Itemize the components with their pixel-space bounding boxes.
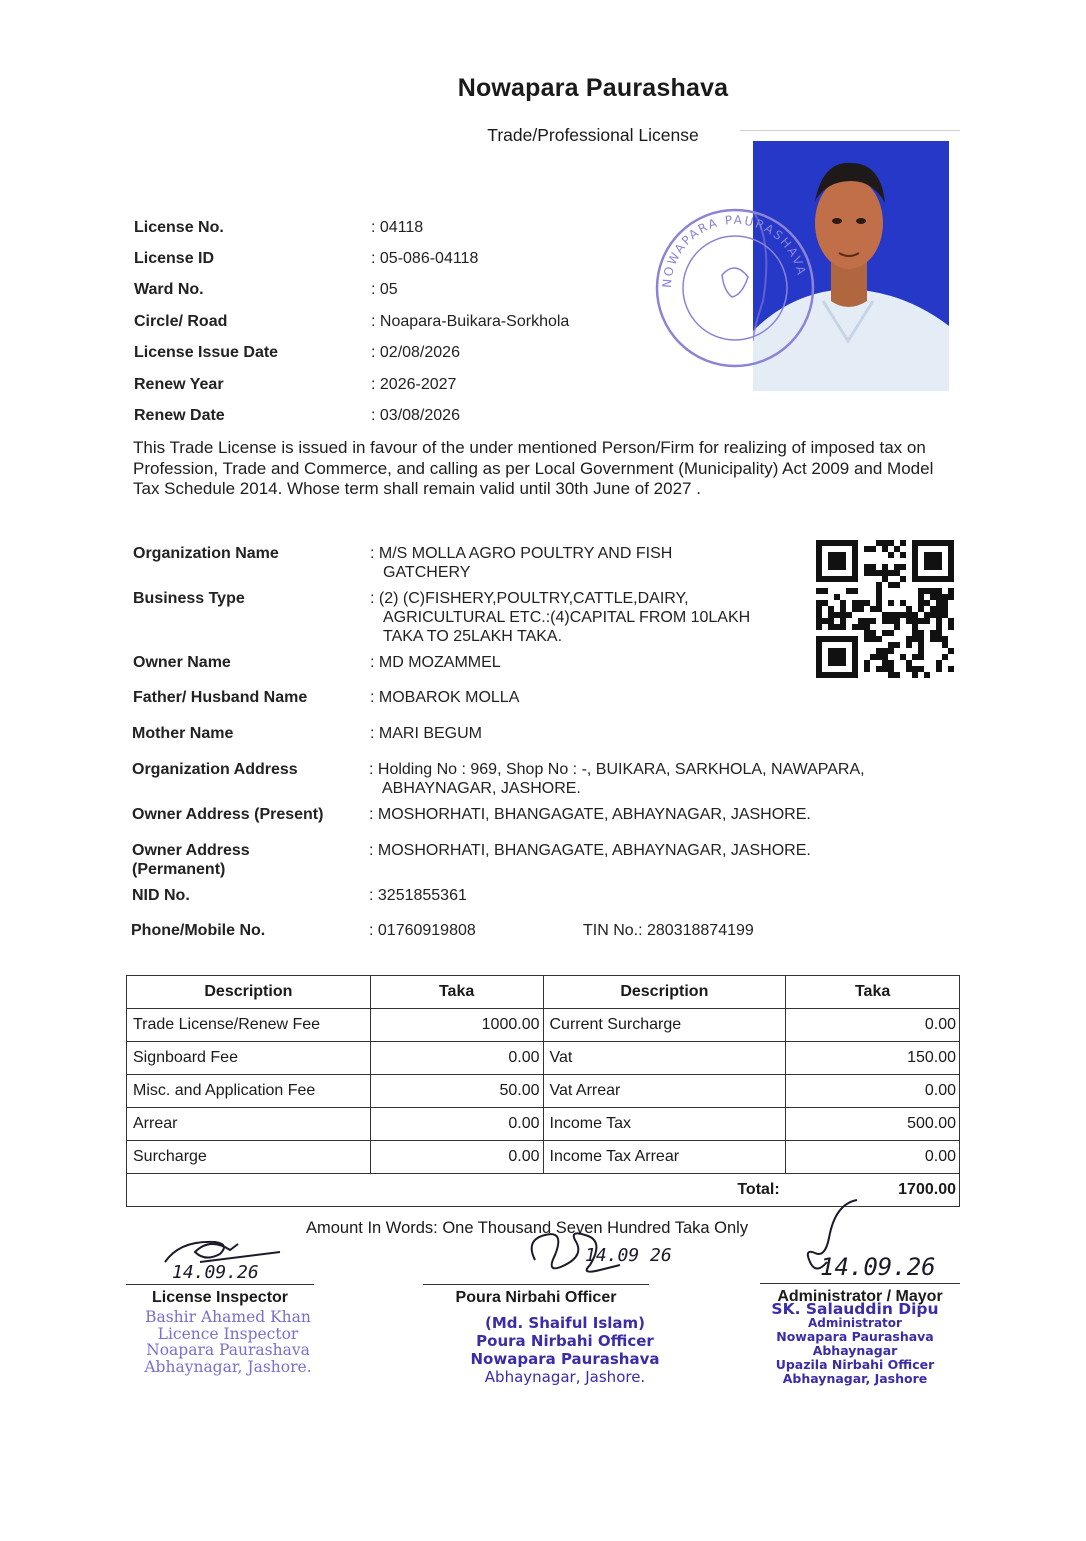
- mayor-stamp: [745, 1302, 965, 1386]
- org-address-label: Organization Address: [132, 761, 298, 778]
- license-id-value: : 05-086-04118: [371, 250, 479, 267]
- circle-road-value: : Noapara-Buikara-Sorkhola: [371, 313, 570, 330]
- renew-year-value: : 2026-2027: [371, 376, 457, 393]
- officer-signature-line: [423, 1284, 649, 1285]
- org-name-label: Organization Name: [133, 545, 279, 562]
- ward-no-value: : 05: [371, 281, 398, 298]
- fee-amount: 0.00: [370, 1108, 543, 1141]
- business-type-value: : (2) (C)FISHERY,POULTRY,CATTLE,DAIRY,: [370, 590, 689, 607]
- fee-description: Misc. and Application Fee: [127, 1075, 371, 1108]
- license-no-label: License No.: [134, 219, 224, 236]
- license-statement: This Trade License is issued in favour of the under mentioned Person/Firm for realizing of imposed tax on Profession, Trade and Commerce, and calling as per Local Government (Municipality) Act 2009 and Model Tax Schedule 2014. Whose term shall remain valid until 30th June of 2027 .: [133, 438, 934, 498]
- license-title: Nowapara Paurashava: [457, 74, 729, 102]
- fee-amount: 0.00: [786, 1075, 960, 1108]
- fee-amount: 0.00: [370, 1042, 543, 1075]
- fee-amount: 0.00: [786, 1009, 960, 1042]
- fee-amount: 0.00: [786, 1141, 960, 1174]
- stamp-line: Abhaynagar, Jashore.: [144, 1357, 312, 1376]
- renew-date-label: Renew Date: [134, 407, 225, 424]
- business-type-value-line3: TAKA TO 25LAKH TAKA.: [383, 628, 563, 645]
- fee-table: [126, 975, 960, 1207]
- total-label: Total:: [127, 1174, 786, 1207]
- column-header: Description: [543, 976, 786, 1009]
- issue-date-label: License Issue Date: [134, 344, 279, 361]
- owner-present-label: Owner Address (Present): [132, 806, 324, 823]
- nid-value: : 3251855361: [369, 887, 467, 904]
- business-type-label: Business Type: [133, 590, 245, 607]
- table-row: [127, 1108, 960, 1141]
- business-type-value-line2: AGRICULTURAL ETC.:(4)CAPITAL FROM 10LAKH: [383, 609, 751, 626]
- seal-text: NOWAPARA PAURASHAVA: [659, 212, 809, 289]
- issue-date-value: : 02/08/2026: [371, 344, 460, 361]
- stamp-line: Abhaynagar: [812, 1343, 898, 1358]
- stamp-line: Nowapara Paurashava: [470, 1350, 660, 1368]
- owner-present-value: : MOSHORHATI, BHANGAGATE, ABHAYNAGAR, JASHORE.: [369, 806, 811, 823]
- stamp-line: Bashir Ahamed Khan: [145, 1308, 311, 1326]
- stamp-line: Nowapara Paurashava: [776, 1329, 934, 1344]
- stamp-line: Noapara Paurashava: [146, 1341, 310, 1359]
- fee-description: Surcharge: [127, 1141, 371, 1174]
- total-value: 1700.00: [786, 1174, 960, 1207]
- circle-road-label: Circle/ Road: [134, 313, 228, 330]
- stamp-line: Abhaynagar, Jashore.: [484, 1368, 646, 1386]
- column-header: Taka: [786, 976, 960, 1009]
- officer-title: Poura Nirbahi Officer: [455, 1289, 617, 1306]
- mother-name-label: Mother Name: [132, 725, 234, 742]
- table-row: [127, 1075, 960, 1108]
- fee-description: Current Surcharge: [543, 1009, 786, 1042]
- table-row: [127, 1141, 960, 1174]
- mayor-signature-line: [760, 1283, 960, 1284]
- org-address-value: : Holding No : 969, Shop No : -, BUIKARA, SARKHOLA, NAWAPARA,: [369, 761, 865, 778]
- stamp-line: (Md. Shaiful Islam): [484, 1314, 645, 1332]
- mayor-title: Administrator / Mayor: [777, 1288, 943, 1305]
- fee-description: Income Tax: [543, 1108, 786, 1141]
- ward-no-label: Ward No.: [134, 281, 204, 298]
- fee-amount: 1000.00: [370, 1009, 543, 1042]
- officer-sign-date: 14.09 26: [585, 1245, 672, 1266]
- fee-description: Income Tax Arrear: [543, 1141, 786, 1174]
- fee-description: Arrear: [127, 1108, 371, 1141]
- inspector-stamp: [118, 1309, 338, 1375]
- fee-description: Vat Arrear: [543, 1075, 786, 1108]
- org-address-value-cont: ABHAYNAGAR, JASHORE.: [382, 780, 581, 797]
- paurashava-seal: [652, 205, 818, 371]
- fee-description: Signboard Fee: [127, 1042, 371, 1075]
- fee-amount: 0.00: [370, 1141, 543, 1174]
- qr-code: [816, 540, 954, 678]
- license-subtitle: Trade/Professional License: [487, 125, 699, 145]
- inspector-title: License Inspector: [151, 1289, 289, 1306]
- column-header: Description: [127, 976, 371, 1009]
- org-name-value-cont: GATCHERY: [383, 564, 471, 581]
- mayor-sign-date: 14.09.26: [820, 1253, 936, 1281]
- stamp-line: Poura Nirbahi Officer: [476, 1332, 654, 1350]
- father-name-value: : MOBAROK MOLLA: [370, 689, 520, 706]
- inspector-signature-line: [126, 1284, 314, 1285]
- stamp-line: SK. Salauddin Dipu: [771, 1300, 939, 1318]
- stamp-line: Abhaynagar, Jashore: [782, 1371, 928, 1386]
- owner-permanent-value: : MOSHORHATI, BHANGAGATE, ABHAYNAGAR, JASHORE.: [369, 842, 811, 859]
- fee-amount: 500.00: [786, 1108, 960, 1141]
- stamp-line: Licence Inspector: [157, 1324, 299, 1343]
- renew-year-label: Renew Year: [134, 376, 224, 393]
- owner-name-value: : MD MOZAMMEL: [370, 654, 501, 671]
- fee-amount: 150.00: [786, 1042, 960, 1075]
- license-no-value: : 04118: [371, 219, 424, 236]
- fee-amount: 50.00: [370, 1075, 543, 1108]
- mother-name-value: : MARI BEGUM: [370, 725, 483, 742]
- inspector-sign-date: 14.09.26: [172, 1262, 259, 1283]
- officer-stamp: [455, 1314, 675, 1386]
- tin-number: TIN No.: 280318874199: [583, 922, 754, 939]
- nid-label: NID No.: [132, 887, 190, 904]
- father-name-label: Father/ Husband Name: [133, 689, 308, 706]
- phone-value: : 01760919808: [369, 922, 476, 939]
- fee-table-header: [127, 976, 960, 1009]
- owner-name-label: Owner Name: [133, 654, 231, 671]
- owner-permanent-label: Owner Address: [132, 842, 250, 859]
- fee-description: Vat: [543, 1042, 786, 1075]
- stamp-line: Administrator: [808, 1316, 902, 1330]
- table-row: [127, 1009, 960, 1042]
- renew-date-value: : 03/08/2026: [371, 407, 460, 424]
- phone-label: Phone/Mobile No.: [131, 922, 266, 939]
- amount-in-words: Amount In Words: One Thousand Seven Hundred Taka Only: [306, 1219, 749, 1237]
- column-header: Taka: [370, 976, 543, 1009]
- table-row: [127, 1042, 960, 1075]
- owner-permanent-label-cont: (Permanent): [132, 861, 226, 878]
- stamp-line: Upazila Nirbahi Officer: [775, 1357, 935, 1372]
- fee-description: Trade License/Renew Fee: [127, 1009, 371, 1042]
- org-name-value: : M/S MOLLA AGRO POULTRY AND FISH: [370, 545, 673, 562]
- license-id-label: License ID: [134, 250, 215, 267]
